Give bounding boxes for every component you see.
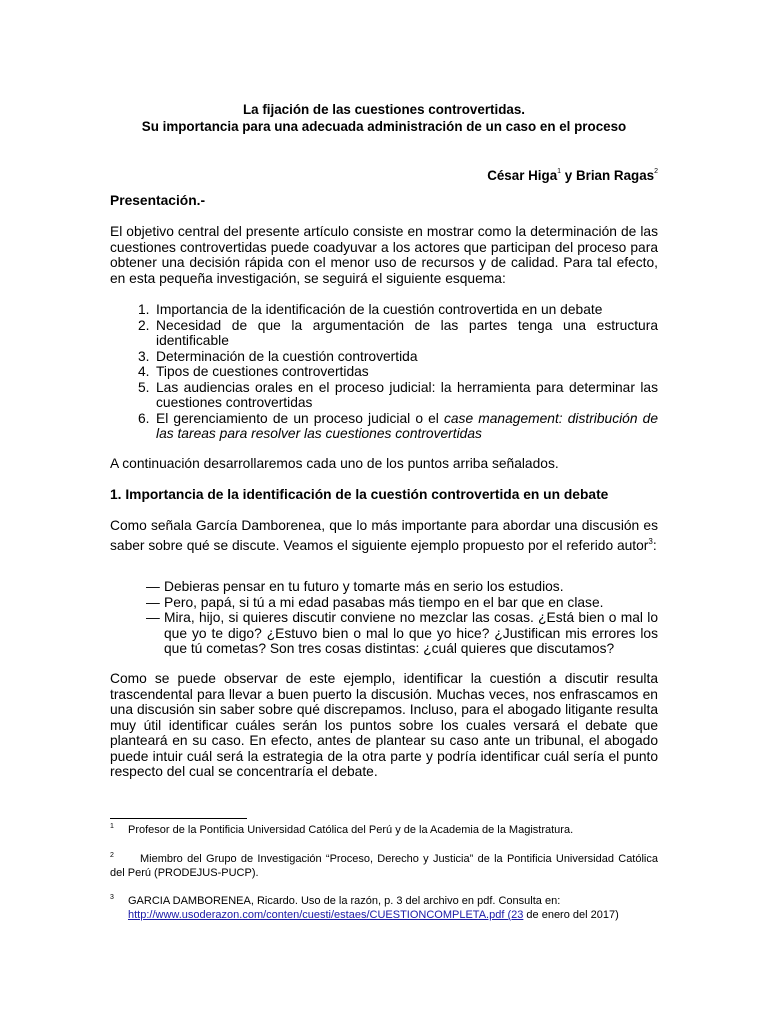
footnote-3 [110, 894, 658, 922]
outline-item [110, 411, 658, 442]
outline-item [110, 364, 658, 380]
footnote-text: Profesor de la Pontificia Universidad Católica del Perú y de la Academia de la Magistratura. [128, 824, 574, 836]
footnote-ref-2[interactable]: 2 [654, 168, 658, 175]
dialogue-list [146, 579, 658, 657]
outline-number: 3. [138, 348, 150, 364]
footnote-mark: 2 [110, 852, 114, 859]
section-1-intro [110, 518, 658, 553]
document-title-line-2: Su importancia para una adecuada administración de un caso en el proceso [141, 119, 627, 134]
outline-item [110, 380, 658, 411]
section-1-analysis: Como se puede observar de este ejemplo, identificar la cuestión a discutir resulta trascendental para llevar a buen puerto la discusión. Muchas veces, nos enfrascamos en una discusión sin saber sobre qué discrepamos. Incluso, para el abogado litigante resulta muy útil identificar cuáles serán los puntos sobre los cuales versará el debate que planteará en su caso. En efecto, antes de plantear su caso ante un tribunal, el abogado puede intuir cuál será la estrategia de la otra parte y podría identificar cuál sería el punto respecto del cual se concentraría el debate. [110, 671, 658, 779]
outline-text-italic: case management: distribución de las tareas para resolver las cuestiones controvertidas [156, 410, 659, 441]
footnote-mark: 3 [110, 894, 114, 901]
outline-text: Importancia de la identificación de la cuestión controvertida en un debate [156, 302, 603, 317]
intro-text: Como señala García Damborenea, que lo más importante para abordar una discusión es saber sobre qué se discute. Veamos el siguiente ejemplo propuesto por el referido autor [110, 518, 658, 553]
footnote-tail: de enero del 2017) [523, 909, 619, 921]
outline-number: 2. [138, 317, 150, 333]
outline-number: 5. [138, 379, 150, 395]
dialogue-line [146, 579, 658, 595]
author-2: Brian Ragas [575, 168, 655, 183]
presentation-paragraph: El objetivo central del presente artículo consiste en mostrar como la determinación de las cuestiones controvertidas puede coadyuvar a los actores que participan del proceso para obtener una decisión rápida con el menor uso de recursos y de calidad. Para tal efecto, en esta pequeña investigación, se seguirá el siguiente esquema: [110, 224, 658, 286]
presentation-heading: Presentación.- [110, 193, 206, 208]
outline-text: Tipos de cuestiones controvertidas [156, 364, 369, 379]
section-1-heading: 1. Importancia de la identificación de la cuestión controvertida en un debate [110, 487, 609, 502]
footnote-separator [110, 818, 247, 819]
footnote-source-link[interactable]: http://www.usoderazon.com/conten/cuesti/estaes/CUESTIONCOMPLETA.pdf (23 [128, 909, 524, 921]
author-1: César Higa [487, 168, 558, 183]
authors-line [487, 164, 658, 184]
outline-list [110, 302, 658, 442]
dialogue-dash: — [146, 579, 160, 594]
outline-item [110, 302, 658, 318]
outline-item [110, 318, 658, 349]
dialogue-text: Mira, hijo, si quieres discutir conviene no mezclar las cosas. ¿Está bien o mal lo que yo te digo? ¿Estuvo bien o mal lo que yo hice? ¿Justifican mis errores los que tú cometas? Son tres cosas distintas: ¿cuál quieres que discutamos? [164, 610, 658, 656]
outline-text: Las audiencias orales en el proceso judicial: la herramienta para determinar las cuestiones controvertidas [156, 379, 658, 410]
footnote-1 [110, 823, 658, 837]
dialogue-dash: — [146, 610, 160, 625]
document-title-line-1: La fijación de las cuestiones controvertidas. [242, 102, 526, 117]
dialogue-text: Debieras pensar en tu futuro y tomarte más en serio los estudios. [164, 579, 564, 594]
footnote-ref-3[interactable]: 3 [648, 536, 653, 546]
dialogue-line [146, 610, 658, 657]
outline-number: 4. [138, 364, 150, 379]
dialogue-dash: — [146, 594, 160, 610]
outline-number: 1. [138, 302, 150, 317]
intro-end: : [652, 537, 657, 553]
dialogue-line [146, 595, 658, 611]
footnote-2 [110, 852, 658, 880]
footnote-text: GARCIA DAMBORENEA, Ricardo. Uso de la razón, p. 3 del archivo en pdf. Consulta en: [128, 895, 561, 907]
outline-item [110, 349, 658, 365]
outline-number: 6. [138, 410, 150, 426]
footnote-ref-1[interactable]: 1 [557, 168, 562, 175]
dialogue-text: Pero, papá, si tú a mi edad pasabas más tiempo en el bar que en clase. [164, 594, 604, 610]
author-connector: y [561, 168, 576, 183]
outline-text: El gerenciamiento de un proceso judicial o el [156, 410, 444, 426]
outline-text: Determinación de la cuestión controvertida [156, 348, 418, 364]
outline-text: Necesidad de que la argumentación de las partes tenga una estructura identificable [156, 317, 658, 348]
footnote-text: Miembro del Grupo de Investigación “Proceso, Derecho y Justicia” de la Pontificia Universidad Católica del Perú (PRODEJUS-PUCP). [110, 853, 658, 879]
continuation-paragraph: A continuación desarrollaremos cada uno de los puntos arriba señalados. [110, 456, 559, 471]
footnote-mark: 1 [110, 823, 114, 830]
